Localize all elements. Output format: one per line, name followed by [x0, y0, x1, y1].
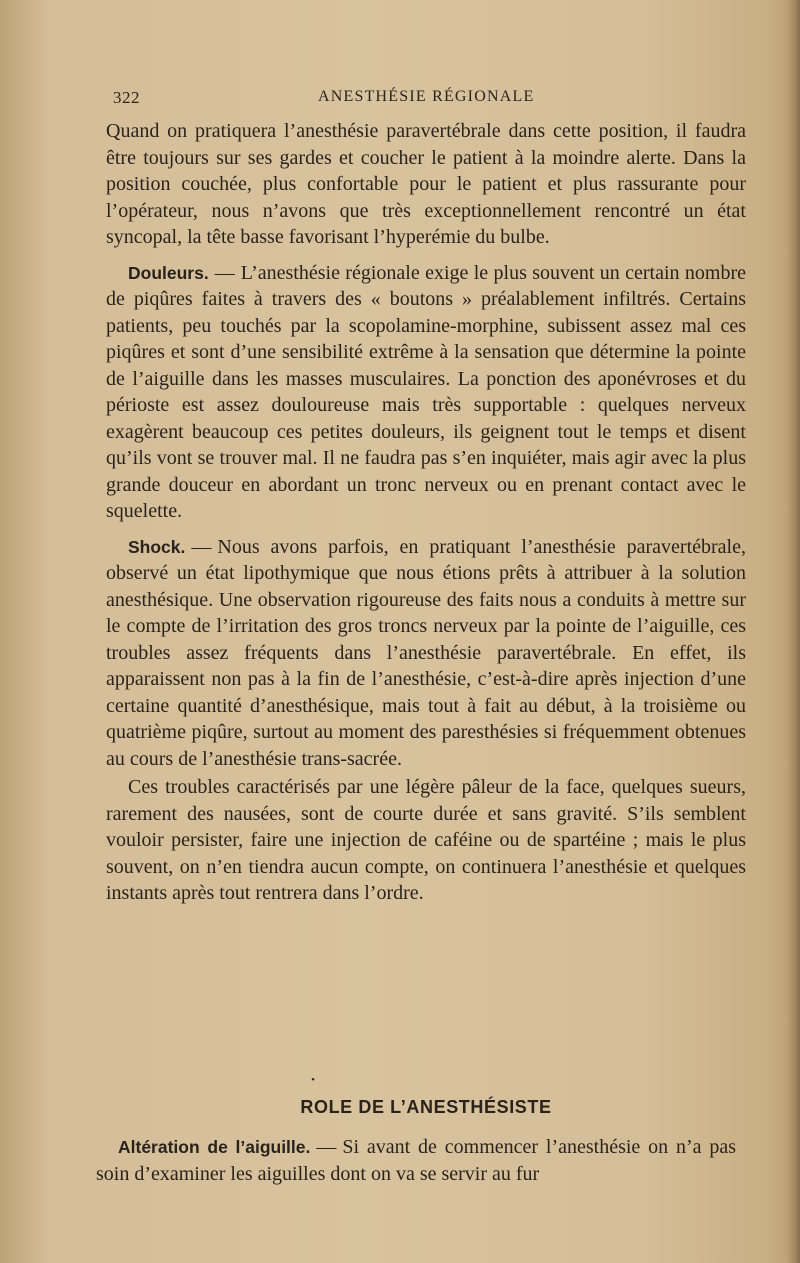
paragraph-shock	[106, 534, 746, 773]
body-text	[106, 118, 746, 907]
paragraph-shock-text: Nous avons parfois, en pratiquant l’anesthésie paravertébrale, observé un état lipothymique que nous étions prêts à attribuer à la solution anesthésique. Une observation rigoureuse des faits nous a conduits à mettre sur le compte de l’irritation des gros troncs nerveux par la pointe de l’aiguille, ces troubles assez fréquents dans l’anesthésie paravertébrale. En effet, ils apparaissent non pas à la fin de l’anesthésie, c’est-à-dire après injection d’une certaine quantité d’anesthésique, mais tout à fait au début, à la troisième ou quatrième piqûre, surtout au moment des paresthésies si fréquemment obtenues au cours de l’anesthésie trans-sacrée.	[106, 535, 746, 770]
ornament-bullet: •	[311, 1074, 315, 1086]
page-number: 322	[113, 88, 140, 107]
dash: —	[316, 1136, 337, 1158]
heading-alteration: Altération de l’aiguille.	[118, 1137, 311, 1157]
paragraph-douleurs	[106, 260, 746, 525]
paragraph-alteration	[96, 1134, 736, 1187]
paragraph-alteration-text: Si avant de commencer l’anesthésie on n’a pas soin d’examiner les aiguilles dont on va se servir au fur	[96, 1136, 737, 1185]
page-edge-shadow	[786, 0, 800, 1263]
heading-douleurs: Douleurs.	[128, 262, 209, 283]
heading-shock: Shock.	[128, 536, 186, 557]
page-header	[113, 88, 753, 112]
paragraph-douleurs-text: L’anesthésie régionale exige le plus souvent un certain nombre de piqûres faites à travers des « boutons » préalablement infiltrés. Certains patients, peu touchés par la scopolamine-morphine, subissent assez mal ces piqûres et sont d’une sensibilité extrême à la sensation que détermine la pointe de l’aiguille dans les masses musculaires. La ponction des aponévroses et du périoste est assez douloureuse mais très supportable : quelques nerveux exagèrent beaucoup ces petites douleurs, ils geignent tout le temps et disent qu’ils vont se trouver mal. Il ne faudra pas s’en inquiéter, mais agir avec la plus grande douceur en abordant un tronc nerveux ou en prenant contact avec le squelette.	[106, 261, 746, 522]
paragraph-troubles: Ces troubles caractérisés par une légère pâleur de la face, quelques sueurs, rarement des nausées, sont de courte durée et sans gravité. S’ils semblent vouloir persister, faire une injection de caféine ou de spartéine ; mais le plus souvent, on n’en tiendra aucun compte, on continuera l’anesthésie et quelques instants après tout rentrera dans l’ordre.	[106, 776, 746, 904]
running-title: ANESTHÉSIE RÉGIONALE	[318, 88, 535, 105]
paragraph-1: Quand on pratiquera l’anesthésie paravertébrale dans cette position, il faudra être toujours sur ses gardes et coucher le patient à la moindre alerte. Dans la position couchée, plus confortable pour le patient et plus rassurante pour l’opérateur, nous n’avons que très exceptionnellement rencontré un état syncopal, la tête basse favorisant l’hyperémie du bulbe.	[106, 120, 746, 248]
dash: —	[214, 261, 235, 284]
dash: —	[191, 535, 212, 558]
section-title: ROLE DE L’ANESTHÉSISTE	[300, 1097, 552, 1117]
